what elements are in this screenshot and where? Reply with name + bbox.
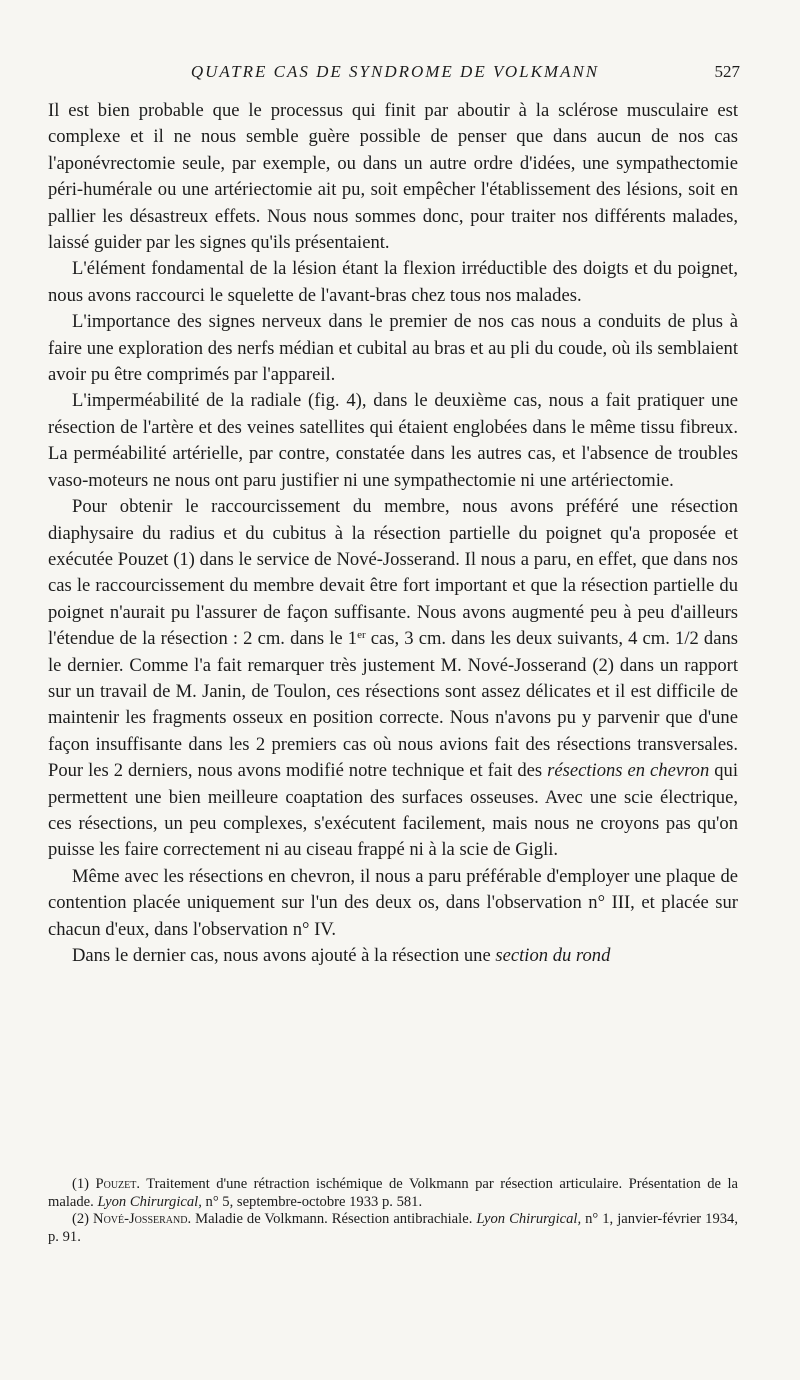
italic-term: section du rond: [495, 945, 611, 966]
footnote-number: (2): [72, 1211, 90, 1227]
paragraph: L'élément fondamental de la lésion étant la flexion irréductible des doigts et du poignet, nous avons raccourci le squelette de l'avant-bras chez tous nos malades.: [48, 258, 738, 306]
footnote: [48, 1176, 738, 1211]
superscript: er: [357, 629, 366, 642]
footnote-text: Traitement d'une rétraction ischémique de Volkmann par résection articulaire. Présentation de la malade.: [48, 1176, 738, 1210]
body-text: [48, 98, 738, 969]
text-run: Pour obtenir le raccourcissement du membre, nous avons préféré une résection diaphysaire du radius et du cubitus à la résection partielle du poignet qu'a proposée et exécutée Pouzet (1) dans le service de Nové-Josserand. Il nous a paru, en effet, que dans nos cas le raccourcissement du membre devait être fort important et que la résection partielle du poignet n'aurait pu l'assurer de façon suffisante. Nous avons augmenté peu à peu d'ailleurs l'étendue de la résection : 2 cm. dans le 1: [48, 496, 738, 650]
footnote-number: (1): [72, 1176, 90, 1192]
running-title: QUATRE CAS DE SYNDROME DE VOLKMANN: [190, 62, 600, 81]
paragraph: [48, 943, 738, 969]
footnote-journal: Lyon Chirurgical,: [97, 1193, 202, 1210]
text-run: cas, 3 cm. dans les deux suivants, 4 cm. 1/2 dans le dernier. Comme l'a fait remarquer très justement M. Nové-Josserand (2) dans un rapport sur un travail de M. Janin, de Toulon, ces résections sont assez délicates et il est difficile de maintenir les fragments osseux en position correcte. Nous n'avons pu y parvenir que d'une façon insuffisante dans les 2 premiers cas où nous avions fait des résections transversales. Pour les 2 derniers, nous avons modifié notre technique et fait des: [48, 628, 738, 782]
paragraph: Même avec les résections en chevron, il nous a paru préférable d'employer une plaque de contention placée uniquement sur l'un des deux os, dans l'observation n° III, et placée sur chacun d'eux, dans l'observation n° IV.: [48, 865, 738, 940]
page-number: 527: [714, 62, 740, 81]
footnotes: [48, 1176, 738, 1246]
footnote-text: Maladie de Volkmann. Résection antibrachiale.: [191, 1211, 477, 1227]
footnote-author: Nové-Josserand.: [93, 1211, 192, 1227]
paragraph: L'importance des signes nerveux dans le premier de nos cas nous a conduits de plus à faire une exploration des nerfs médian et cubital au bras et au pli du coude, où ils semblaient avoir pu être comprimés par l'appareil.: [48, 311, 738, 386]
paragraph: [48, 494, 738, 864]
footnote-text: n° 1, janvier-février 1934, p. 91.: [48, 1211, 738, 1245]
paragraph: Il est bien probable que le processus qui finit par aboutir à la sclérose musculaire est complexe et il ne nous semble guère possible de penser que dans aucun de nos cas l'aponévrectomie seule, par exemple, ou dans un autre ordre d'idées, une sympathectomie péri-humérale ou une artériectomie ait pu, soit empêcher l'établissement des lésions, soit en pallier les désastreux effets. Nous nous sommes donc, pour traiter nos différents malades, laissé guider par les signes qu'ils présentaient.: [48, 100, 738, 254]
paragraph: L'imperméabilité de la radiale (fig. 4), dans le deuxième cas, nous a fait pratiquer une résection de l'artère et des veines satellites qui étaient englobées dans le même tissu fibreux. La perméabilité artérielle, par contre, constatée dans les autres cas, et l'absence de troubles vaso-moteurs ne nous ont paru justifier ni une sympathectomie ni une artériectomie.: [48, 390, 738, 491]
text-run: qui permettent une bien meilleure coaptation des surfaces osseuses. Avec une scie électrique, ces résections, un peu complexes, s'exécutent facilement, mais nous ne croyons pas qu'on puisse les faire correctement ni au ciseau frappé ni à la scie de Gigli.: [48, 760, 738, 861]
page-header: [50, 62, 740, 92]
italic-term: résections en chevron: [547, 760, 710, 782]
footnote-journal: Lyon Chirurgical,: [476, 1211, 582, 1227]
text-run: Dans le dernier cas, nous avons ajouté à la résection une: [72, 945, 496, 966]
footnote: [48, 1211, 738, 1246]
footnote-author: Pouzet.: [95, 1176, 141, 1192]
footnote-text: n° 5, septembre-octobre 1933 p. 581.: [201, 1193, 423, 1210]
